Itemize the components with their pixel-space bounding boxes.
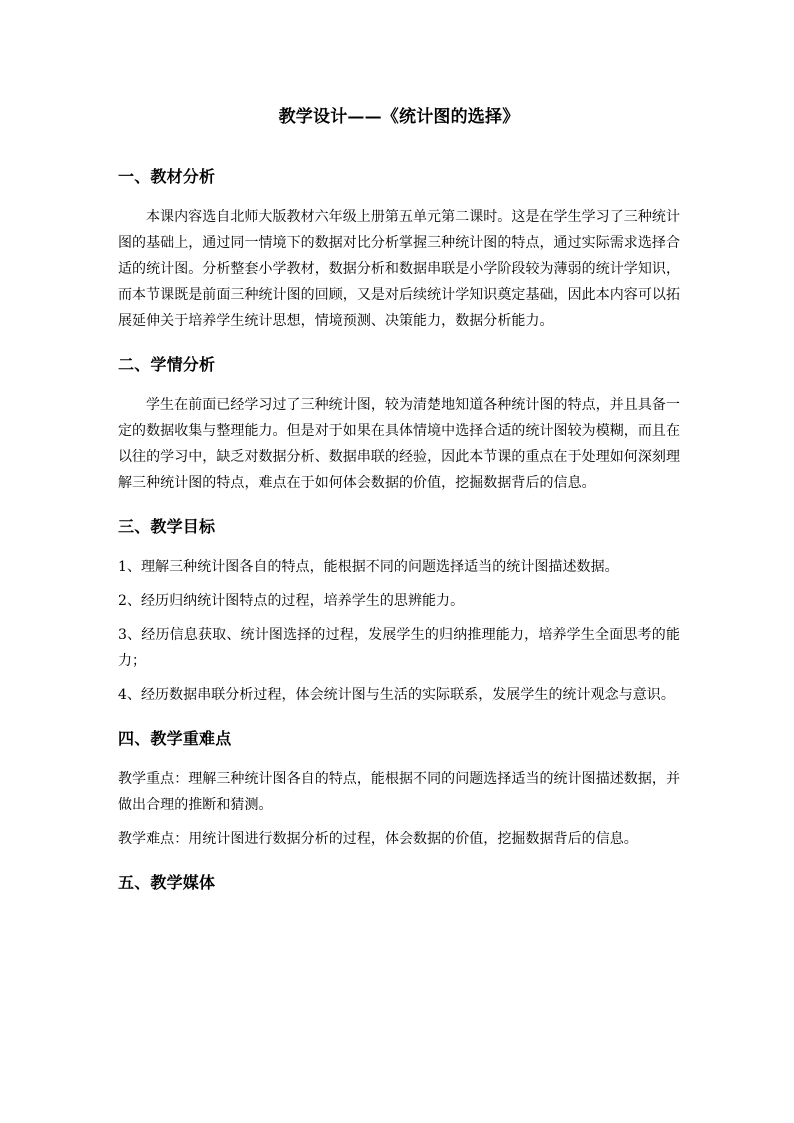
section-heading-learner-analysis: 二、学情分析 — [118, 355, 216, 374]
paragraph-textbook-analysis: 本课内容选自北师大版教材六年级上册第五单元第二课时。这是在学生学习了三种统计图的基础上，通过同一情境下的数据对比分析掌握三种统计图的特点，通过实际需求选择合适的统计图。分析整套小学教材，数据分析和数据串联是小学阶段较为薄弱的统计学知识，而本节课既是前面三种统计图的回顾，又是对后续统计学知识奠定基础，因此本内容可以拓展延伸关于培养学生统计思想，情境预测、决策能力，数据分析能力。 — [118, 209, 680, 329]
section-heading-teaching-media: 五、教学媒体 — [118, 873, 216, 892]
document-content — [118, 104, 680, 896]
section-heading-key-difficult-points: 四、教学重难点 — [118, 729, 232, 748]
document-title: 教学设计——《统计图的选择》 — [278, 107, 520, 127]
objective-item-4: 4、经历数据串联分析过程，体会统计图与生活的实际联系，发展学生的统计观念与意识。 — [118, 687, 675, 703]
difficult-point-item: 教学难点：用统计图进行数据分析的过程，体会数据的价值，挖掘数据背后的信息。 — [118, 831, 638, 847]
objective-item-1: 1、理解三种统计图各自的特点，能根据不同的问题选择适当的统计图描述数据。 — [118, 559, 619, 575]
key-point-item: 教学重点：理解三种统计图各自的特点，能根据不同的问题选择适当的统计图描述数据，并做出合理的推断和猜测。 — [118, 771, 680, 813]
paragraph-learner-analysis: 学生在前面已经学习过了三种统计图，较为清楚地知道各种统计图的特点，并且具备一定的数据收集与整理能力。但是对于如果在具体情境中选择合适的统计图较为模糊，而且在以往的学习中，缺乏对数据分析、数据串联的经验，因此本节课的重点在于处理如何深刻理解三种统计图的特点，难点在于如何体会数据的价值，挖掘数据背后的信息。 — [118, 397, 680, 491]
section-heading-teaching-objectives: 三、教学目标 — [118, 517, 216, 536]
section-heading-textbook-analysis: 一、教材分析 — [118, 167, 216, 186]
objective-item-2: 2、经历归纳统计图特点的过程，培养学生的思辨能力。 — [118, 593, 465, 609]
objective-item-3: 3、经历信息获取、统计图选择的过程，发展学生的归纳推理能力，培养学生全面思考的能力； — [118, 627, 680, 669]
